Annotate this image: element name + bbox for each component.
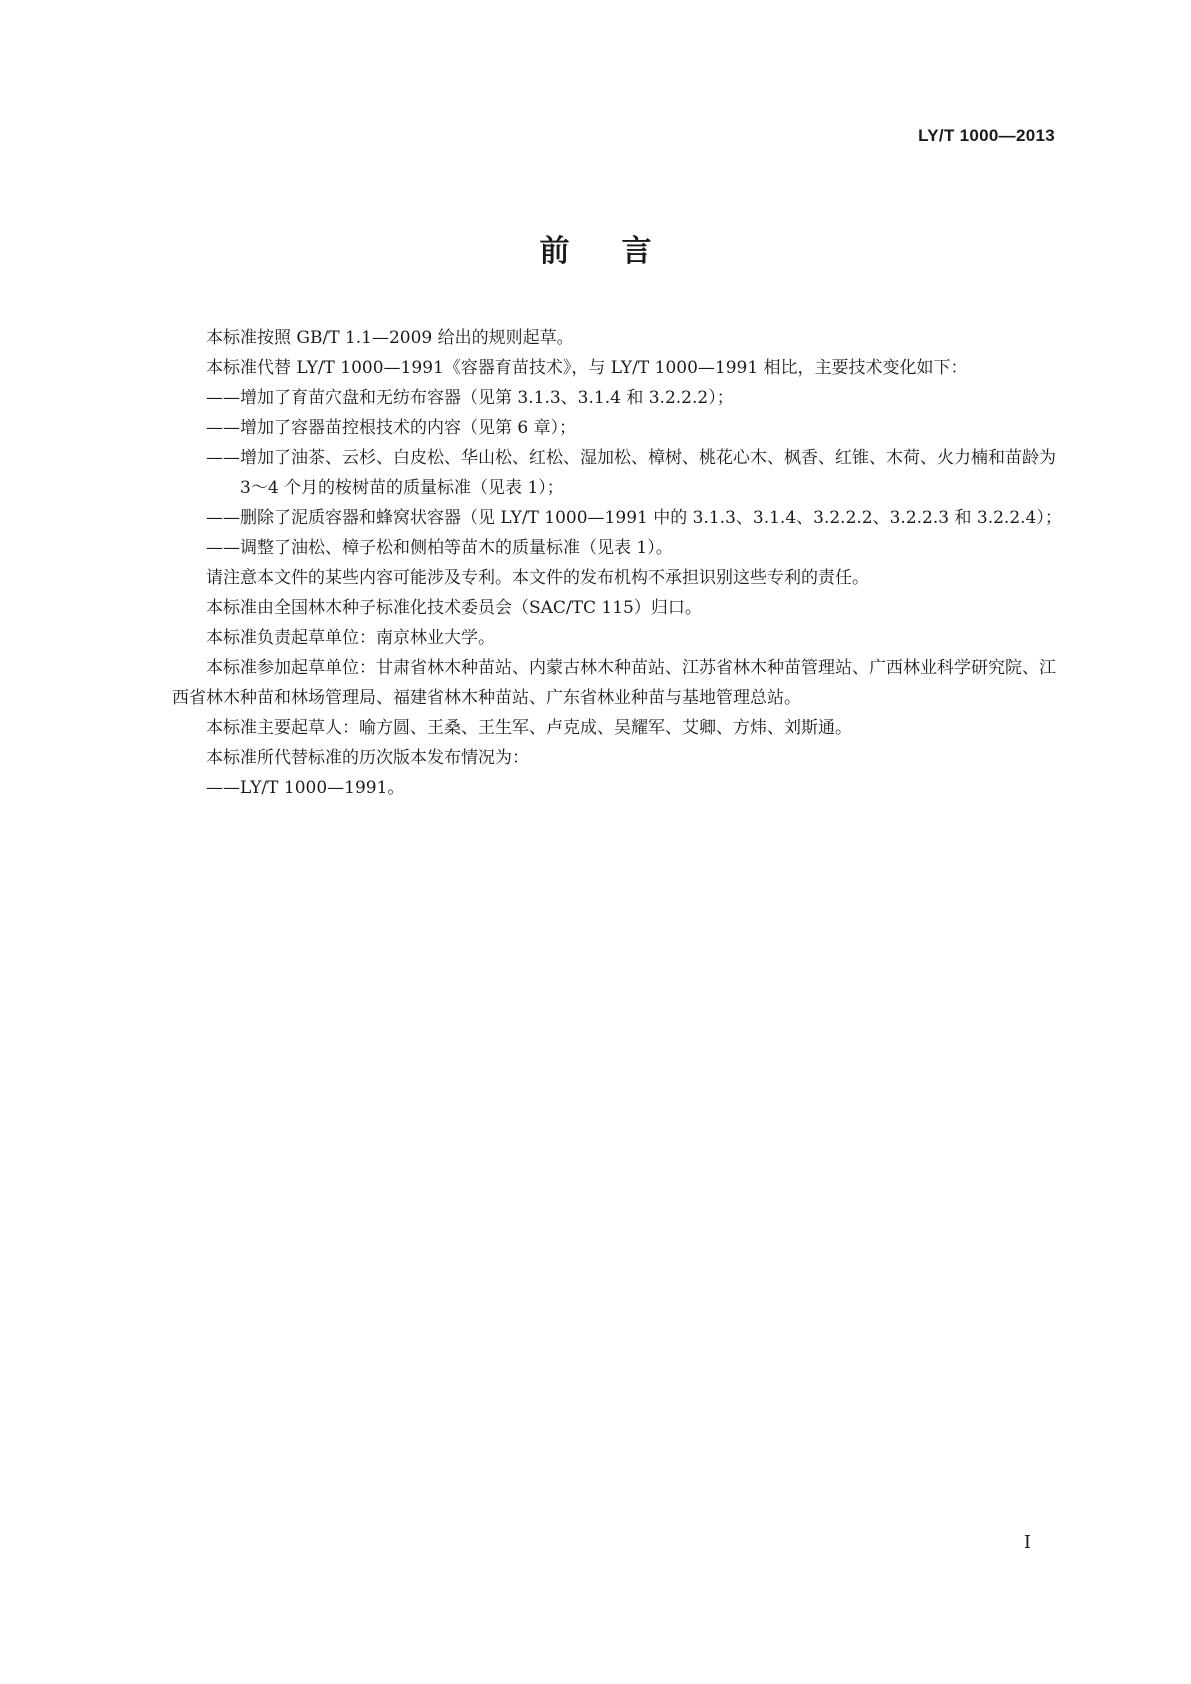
paragraph-history: 本标准所代替标准的历次版本发布情况为： [206, 748, 529, 768]
paragraph-patent-notice: 请注意本文件的某些内容可能涉及专利。本文件的发布机构不承担识别这些专利的责任。 [206, 568, 869, 588]
paragraph-drafters: 本标准主要起草人：喻方圆、王桑、王生军、卢克成、吴耀军、艾卿、方炜、刘斯通。 [206, 718, 852, 738]
paragraph-participating-units: 本标准参加起草单位：甘肃省林木种苗站、内蒙古林木种苗站、江苏省林木种苗管理站、广西林业科学研究院、江西省林木种苗和林场管理局、福建省林木种苗站、广东省林业种苗与基地管理总站。 [172, 658, 1056, 708]
change-item: ——调整了油松、樟子松和侧柏等苗木的质量标准（见表 1）。 [206, 538, 673, 558]
history-item: ——LY/T 1000—1991。 [206, 778, 405, 798]
page-title: 前言 [539, 234, 704, 269]
change-item: ——增加了育苗穴盘和无纺布容器（见第 3.1.3、3.1.4 和 3.2.2.2）； [206, 388, 734, 408]
change-item: ——增加了油茶、云杉、白皮松、华山松、红松、湿加松、樟树、桃花心木、枫香、红锥、木荷、火力楠和苗龄为 3～4 个月的桉树苗的质量标准（见表 1）； [206, 448, 1056, 498]
paragraph-replacement: 本标准代替 LY/T 1000—1991《容器育苗技术》，与 LY/T 1000—1991 相比，主要技术变化如下： [206, 358, 968, 378]
paragraph-responsible-unit: 本标准负责起草单位：南京林业大学。 [206, 628, 495, 648]
paragraph-drafting-rules: 本标准按照 GB/T 1.1—2009 给出的规则起草。 [206, 328, 574, 348]
page-number: I [1023, 1532, 1031, 1553]
change-item: ——增加了容器苗控根技术的内容（见第 6 章）； [206, 418, 577, 438]
foreword-body [172, 323, 1062, 803]
paragraph-proposer: 本标准由全国林木种子标准化技术委员会（SAC/TC 115）归口。 [206, 598, 702, 618]
standard-number: LY/T 1000—2013 [918, 126, 1055, 145]
change-item: ——删除了泥质容器和蜂窝状容器（见 LY/T 1000—1991 中的 3.1.3、3.1.4、3.2.2.2、3.2.2.3 和 3.2.2.4）； [206, 508, 1062, 528]
